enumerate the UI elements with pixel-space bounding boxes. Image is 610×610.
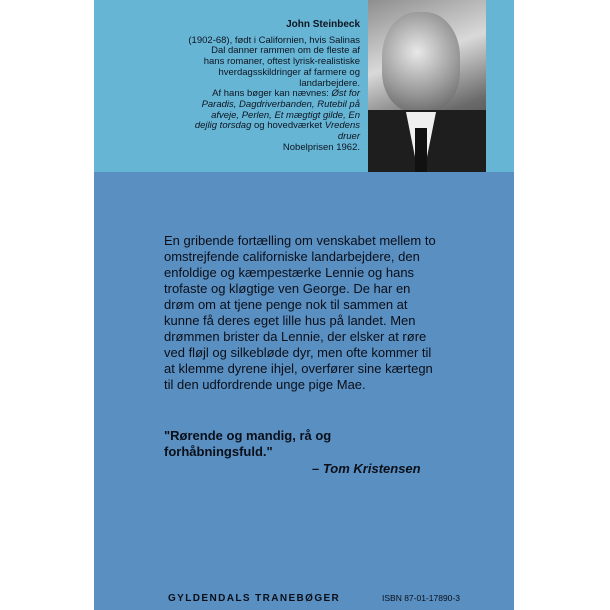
blurb-text: En gribende fortælling om venskabet mellem to omstrejfende californiske landarbejdere, den enfoldige og kæmpestærke Lennie og hans trofaste og kløgtige ven George. De har en drøm om at tjene penge nok til sammen at kunne få deres eget lille hus på landet. Men drømmen brister da Lennie, der elsker at røre ved fløjl og silkebløde dyr, men ofte kommer til at klemme dyrene ihjel, overfører sine kærtegn til den udfordrende unge pige Mae. — [164, 233, 436, 392]
back-cover — [94, 0, 514, 610]
isbn-number: ISBN 87-01-17890-3 — [382, 593, 460, 603]
author-bio — [188, 20, 360, 153]
quote-attribution: – Tom Kristensen — [312, 461, 421, 476]
nobel-prize: Nobelprisen 1962. — [282, 141, 360, 153]
author-photo — [368, 0, 486, 172]
book-titles: Øst for Paradis, Dagdriverbanden, Rutebil på afveje, Perlen, Et mægtigt gilde, En dejlig torsdag — [194, 88, 360, 132]
bio-books: Af hans bøger kan nævnes: Øst for Paradis, Dagdriverbanden, Rutebil på afveje, Perlen, Et mægtigt gilde, En dejlig torsdag og hovedværket Vredens druer — [194, 88, 360, 143]
main-work: Vredens druer — [324, 120, 360, 143]
review-quote: "Rørende og mandig, rå og forhåbningsfuld." — [164, 428, 332, 459]
author-name: John Steinbeck — [286, 19, 360, 30]
bio-paragraph: (1902-68), født i Californien, hvis Salinas Dal danner rammen om de fleste af hans romaner, oftest lyrisk-realistiske hverdagsskildringer af farmere og landarbejdere. — [188, 34, 360, 89]
publisher-name: GYLDENDALS TRANEBØGER — [168, 593, 341, 604]
